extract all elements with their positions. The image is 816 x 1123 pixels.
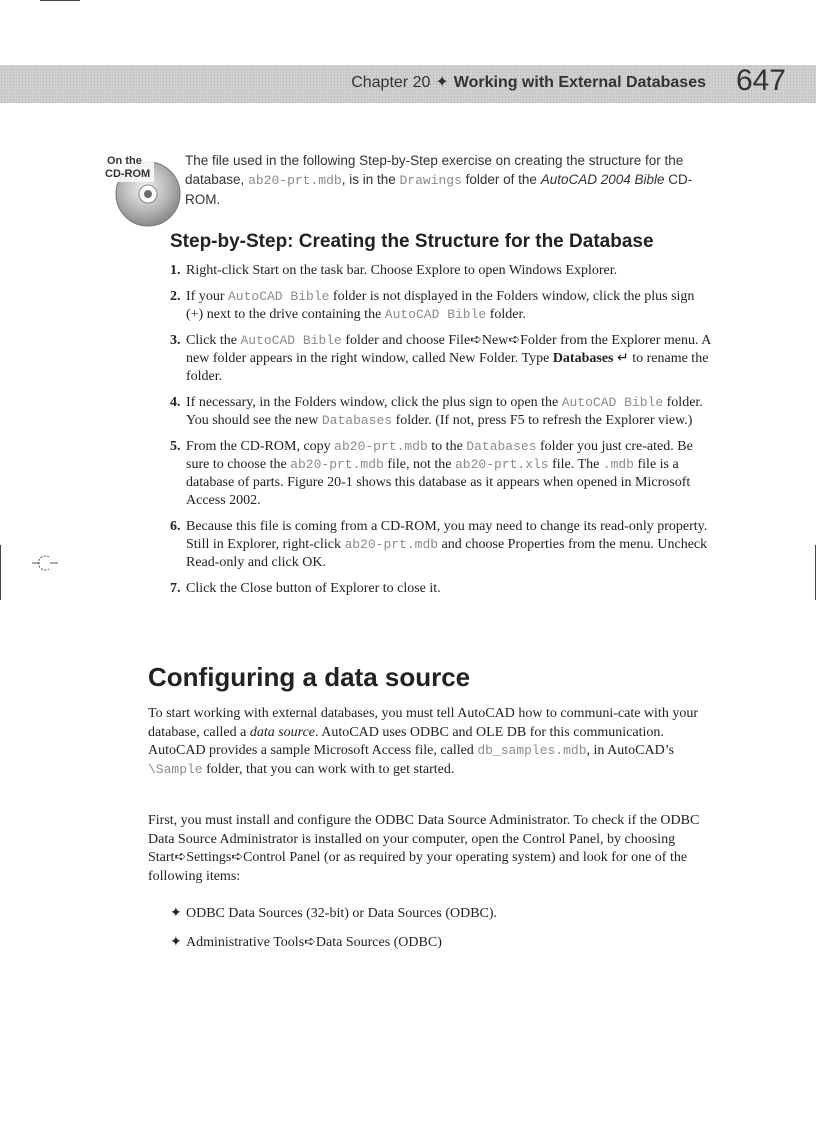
step-number: 4. [170,395,181,410]
step-list [170,262,715,606]
code-text: .mdb [602,457,634,472]
step-text: file is a database of parts. Figure 20-1 shows this database as it appears when opened in Microsoft Access 2002. [186,457,691,508]
step-text: folder. [486,307,526,322]
paragraph-text: Control Panel (or as required by your operating system) and look for one of the following items: [148,850,688,884]
note-text: folder of the [461,172,541,187]
step-text: to the [427,439,467,454]
code-text: AutoCAD Bible [561,395,664,410]
registration-mark [30,548,60,578]
step-text: If your [186,289,228,304]
list-item [170,905,710,923]
bullet-list [170,905,710,963]
paragraph-text: Settings [186,850,232,865]
code-text: AutoCAD Bible [228,289,330,304]
step-text: folder. (If not, press F5 to refresh the Explorer view.) [392,413,693,428]
menu-arrow-icon: ➪ [304,935,316,950]
menu-arrow-icon: ➪ [174,850,187,865]
code-text: Databases [466,439,537,454]
cd-label-line2: CD-ROM [105,168,151,180]
code-text: ab20-prt.xls [454,457,549,472]
step-item [170,262,715,280]
code-text: db_samples.mdb [477,743,587,758]
note-folder: Drawings [399,173,462,188]
step-text: file. The [548,457,603,472]
step-text: Click the [186,333,241,348]
list-item-text: Data Sources (ODBC) [315,935,442,950]
step-text: file, not the [383,457,455,472]
paragraph-text: To start working with external databases, you must tell AutoCAD how to communi-cate with your database, called a [148,706,698,740]
paragraph-text: First, you must install and configure the ODBC Data Source Administrator. To check if the ODBC Data Source Administrator is installed on your computer, open the Control Panel, by choosing Start [148,813,700,865]
body-paragraph [148,812,708,886]
crop-mark-left [0,545,1,600]
list-item-text: ODBC Data Sources (32-bit) or Data Sources (ODBC). [186,906,498,921]
step-number: 5. [170,439,181,454]
note-book-title: AutoCAD 2004 Bible [540,172,665,187]
step-text: folder and choose File [341,333,471,348]
step-item [170,332,715,386]
step-item [170,580,715,598]
step-bold-text: Databases [552,351,614,366]
step-by-step-heading: Step-by-Step: Creating the Structure for the Database [170,231,654,252]
paragraph-text: folder, that you can work with to get started. [202,761,455,777]
menu-arrow-icon: ➪ [508,333,521,348]
cd-rom-icon [100,148,182,230]
step-text: folder. You should see the new [186,395,703,428]
step-item [170,394,715,430]
step-number: 2. [170,289,181,304]
code-text: ab20-prt.mdb [334,439,428,454]
step-number: 1. [170,263,181,278]
code-text: AutoCAD Bible [240,333,342,348]
step-number: 6. [170,519,181,534]
step-text: Folder from the Explorer menu. A new folder appears in the right window, called New Folder. Type [186,333,711,366]
step-text: Because this file is coming from a CD-ROM, you may need to change its read-only property. Still in Explorer, right-click [186,519,708,552]
step-text: Right-click Start on the task bar. Choose Explore to open Windows Explorer. [186,263,618,278]
step-item [170,518,715,572]
step-number: 3. [170,333,181,348]
enter-key-icon: ↵ [613,351,629,366]
step-text: From the CD-ROM, copy [186,439,335,454]
code-text: \Sample [148,761,203,777]
code-text: ab20-prt.mdb [290,457,384,472]
code-text: Databases [321,413,393,428]
menu-arrow-icon: ➪ [231,850,244,865]
note-filename: ab20-prt.mdb [248,173,342,188]
step-text: and choose Properties from the menu. Uncheck Read-only and click OK. [186,537,708,570]
list-item [170,934,710,952]
code-text: ab20-prt.mdb [344,537,439,552]
menu-arrow-icon: ➪ [470,333,482,348]
code-text: AutoCAD Bible [384,307,487,322]
step-text: to rename the folder. [186,351,709,384]
cd-label-line1: On the [107,155,142,167]
running-header [351,72,706,92]
crop-mark-top [40,0,80,1]
step-number: 7. [170,581,181,596]
step-text: New [481,333,509,348]
section-heading: Configuring a data source [148,662,471,692]
step-text: folder you just cre-ated. Be sure to choose the [186,439,693,472]
step-item [170,438,715,510]
paragraph-text: . AutoCAD uses ODBC and OLE DB for this communication. AutoCAD provides a sample Microsoft Access file, called [148,724,664,758]
chapter-label: Chapter 20 [351,74,431,91]
step-text: Click the Close button of Explorer to close it. [186,581,441,596]
page-number: 647 [735,64,786,97]
paragraph-emphasis: data source [249,724,316,740]
step-text: folder is not displayed in the Folders window, click the plus sign (+) next to the drive containing the [186,289,695,322]
note-text: CD-ROM. [185,172,693,207]
diamond-icon: ✦ [435,74,449,91]
body-paragraph [148,705,708,779]
step-text: If necessary, in the Folders window, click the plus sign to open the [186,395,562,410]
list-item-text: Administrative Tools [186,935,305,950]
cd-rom-note [185,151,725,209]
note-text: , is in the [341,172,400,187]
note-text: The file used in the following Step-by-Step exercise on creating the structure for the database, [185,153,684,187]
step-item [170,288,715,324]
bullet-icon: ✦ [170,906,182,921]
paragraph-text: , in AutoCAD’s [586,743,675,758]
chapter-title: Working with External Databases [453,74,706,91]
bullet-icon: ✦ [170,935,182,950]
